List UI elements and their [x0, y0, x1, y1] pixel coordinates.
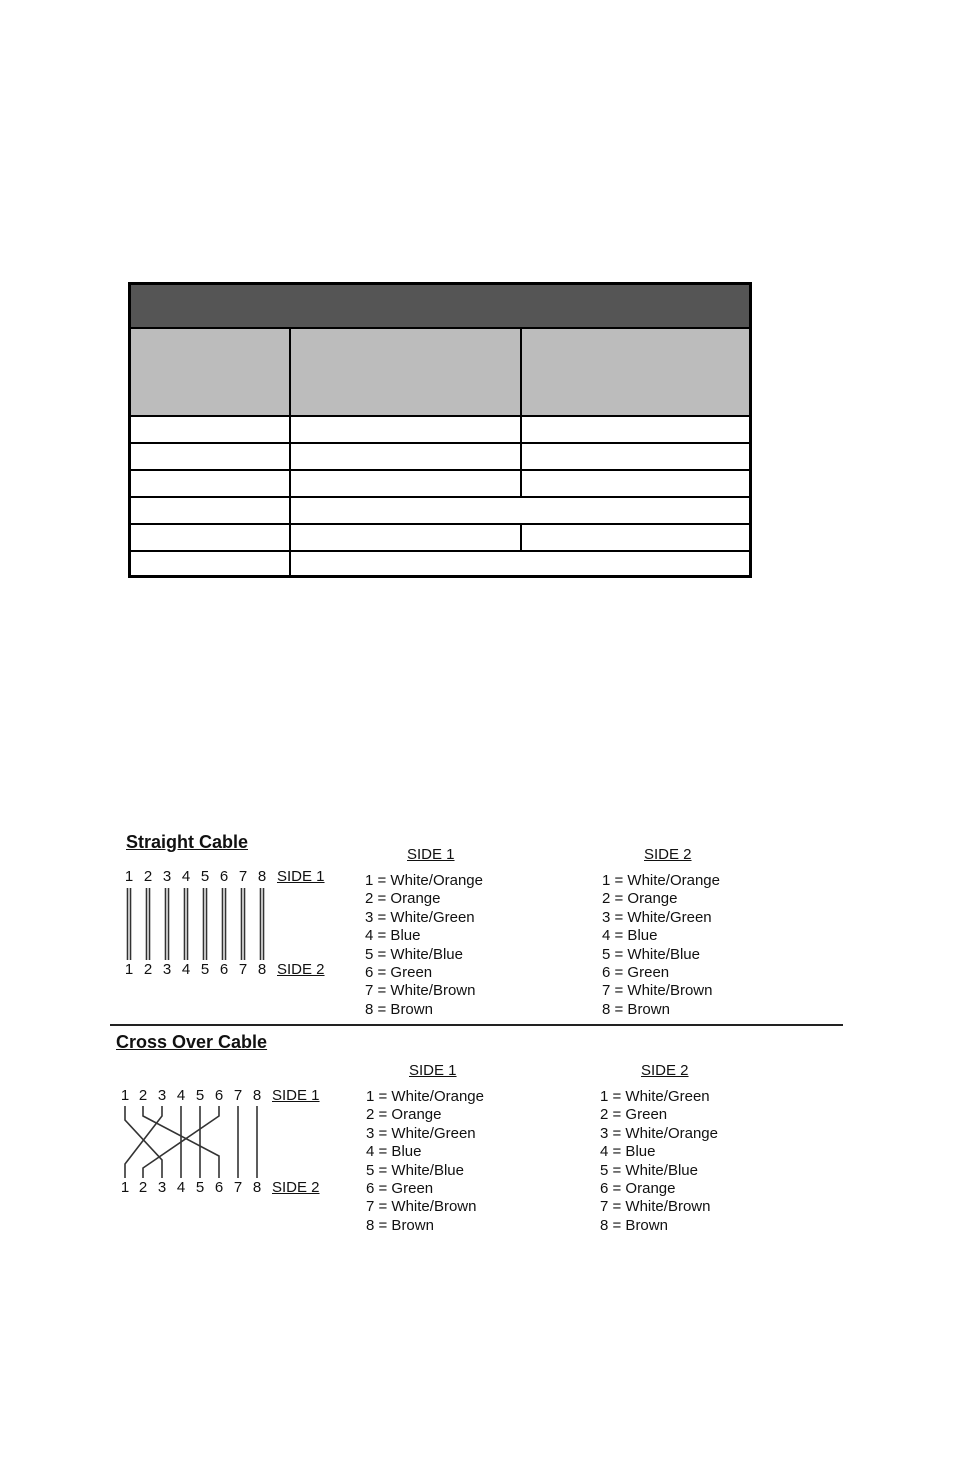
straight-cable-title: Straight Cable	[126, 832, 249, 852]
pin-number: 6	[219, 868, 229, 885]
pin-number: 6	[219, 961, 229, 978]
straight-side1-header: SIDE 1	[407, 846, 455, 863]
list-item: 1 = White/Green	[600, 1088, 710, 1105]
list-item: 7 = White/Brown	[365, 982, 476, 1000]
pin-number: 7	[233, 1087, 243, 1104]
pin-number: 2	[143, 961, 153, 978]
list-item: 7 = White/Brown	[366, 1198, 477, 1216]
pin-number: 3	[157, 1179, 167, 1196]
pin-number: 3	[157, 1087, 167, 1104]
list-item: 5 = White/Blue	[600, 1161, 698, 1179]
pin-number: 4	[181, 961, 191, 978]
list-item: 1 = White/Orange	[366, 1088, 484, 1105]
list-item: 7 = White/Brown	[600, 1198, 711, 1216]
list-item: 5 = White/Blue	[366, 1161, 464, 1179]
crossover-side1-header: SIDE 1	[409, 1062, 457, 1079]
pin-number: 8	[257, 961, 267, 978]
crossover-side2-label: SIDE 2	[272, 1179, 320, 1196]
list-item: 3 = White/Green	[366, 1124, 476, 1142]
pin-number: 8	[252, 1179, 262, 1196]
pin-number: 5	[195, 1179, 205, 1196]
pin-number: 1	[120, 1087, 130, 1104]
pin-number: 5	[200, 868, 210, 885]
pin-number: 1	[124, 868, 134, 885]
pin-number: 6	[214, 1179, 224, 1196]
pin-number: 4	[176, 1087, 186, 1104]
list-item: 6 = Green	[365, 963, 433, 981]
list-item: 4 = Blue	[602, 927, 658, 945]
list-item: 3 = White/Green	[602, 908, 712, 926]
pin-number: 2	[138, 1179, 148, 1196]
pin-number: 7	[238, 868, 248, 885]
list-item: 1 = White/Orange	[602, 872, 720, 889]
crossover-side1-label: SIDE 1	[272, 1087, 320, 1104]
pin-number: 2	[143, 868, 153, 885]
list-item: 2 = Orange	[602, 890, 678, 908]
list-item: 5 = White/Blue	[365, 945, 463, 963]
straight-side2-label: SIDE 2	[277, 961, 325, 978]
list-item: 8 = Brown	[366, 1216, 434, 1234]
pin-number: 4	[176, 1179, 186, 1196]
list-item: 3 = White/Green	[365, 908, 475, 926]
pin-number: 7	[238, 961, 248, 978]
list-item: 8 = Brown	[600, 1216, 668, 1234]
pin-number: 1	[124, 961, 134, 978]
list-item: 2 = Orange	[366, 1106, 442, 1124]
list-item: 6 = Orange	[600, 1179, 676, 1197]
pin-number: 8	[252, 1087, 262, 1104]
list-item: 2 = Orange	[365, 890, 441, 908]
pin-number: 1	[120, 1179, 130, 1196]
pin-number: 2	[138, 1087, 148, 1104]
list-item: 8 = Brown	[365, 1000, 433, 1018]
list-item: 4 = Blue	[365, 927, 421, 945]
list-item: 7 = White/Brown	[602, 982, 713, 1000]
pin-number: 8	[257, 868, 267, 885]
list-item: 4 = Blue	[366, 1143, 422, 1161]
pin-number: 3	[162, 868, 172, 885]
list-item: 8 = Brown	[602, 1000, 670, 1018]
straight-side1-label: SIDE 1	[277, 868, 325, 885]
list-item: 6 = Green	[602, 963, 670, 981]
pin-number: 5	[200, 961, 210, 978]
list-item: 3 = White/Orange	[600, 1124, 718, 1142]
pin-number: 4	[181, 868, 191, 885]
list-item: 4 = Blue	[600, 1143, 656, 1161]
pin-number: 6	[214, 1087, 224, 1104]
crossover-cable-title: Cross Over Cable	[116, 1032, 268, 1052]
list-item: 1 = White/Orange	[365, 872, 483, 889]
crossover-side2-header: SIDE 2	[641, 1062, 689, 1079]
straight-side2-header: SIDE 2	[644, 846, 692, 863]
pin-number: 7	[233, 1179, 243, 1196]
pin-number: 3	[162, 961, 172, 978]
list-item: 2 = Green	[600, 1106, 668, 1124]
pin-number: 5	[195, 1087, 205, 1104]
list-item: 5 = White/Blue	[602, 945, 700, 963]
list-item: 6 = Green	[366, 1179, 434, 1197]
